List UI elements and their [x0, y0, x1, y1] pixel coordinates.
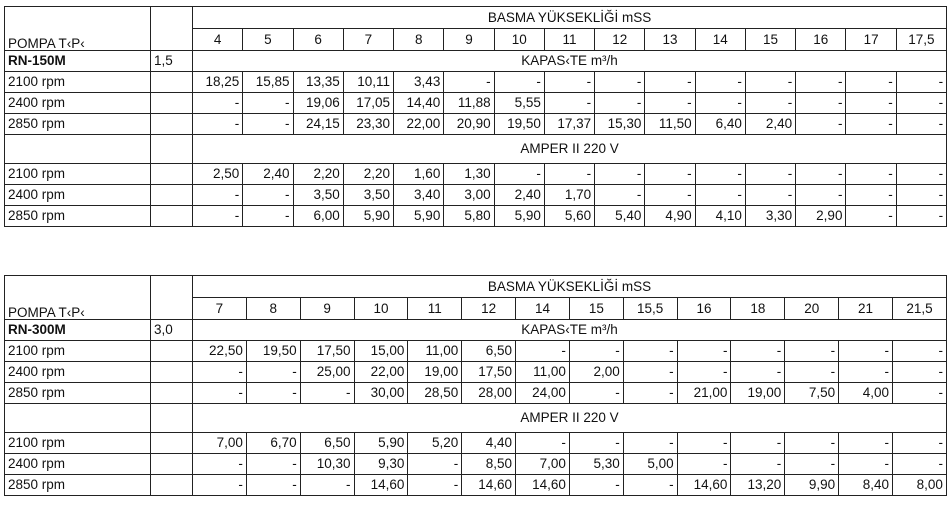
- amper-value: -: [846, 164, 896, 185]
- amper-value: -: [695, 164, 745, 185]
- power-header-cell: [151, 276, 193, 320]
- capacity-value: -: [846, 72, 896, 93]
- capacity-value: -: [796, 93, 846, 114]
- capacity-value: -: [645, 72, 695, 93]
- capacity-value: -: [246, 362, 300, 383]
- capacity-value: 23,30: [343, 114, 393, 135]
- amper-value: -: [846, 185, 896, 206]
- amper-value: -: [745, 185, 795, 206]
- head-value: 8: [246, 298, 300, 320]
- capacity-value: 17,50: [462, 362, 516, 383]
- capacity-value: -: [731, 362, 785, 383]
- amper-value: -: [846, 206, 896, 227]
- empty-cell: [151, 114, 193, 135]
- capacity-value: -: [246, 383, 300, 404]
- capacity-value: 19,50: [494, 114, 544, 135]
- capacity-value: 11,00: [516, 362, 570, 383]
- capacity-value: -: [516, 341, 570, 362]
- amper-value: 4,10: [695, 206, 745, 227]
- capacity-value: 22,00: [354, 362, 408, 383]
- capacity-value: 19,00: [408, 362, 462, 383]
- rpm-label: 2400 rpm: [5, 93, 151, 114]
- amper-value: -: [677, 454, 731, 475]
- amper-value: -: [896, 206, 946, 227]
- model-name: RN-300M: [5, 320, 151, 341]
- amper-value: 2,20: [343, 164, 393, 185]
- amper-value: 6,00: [293, 206, 343, 227]
- capacity-value: -: [300, 383, 354, 404]
- amper-value: -: [300, 475, 354, 496]
- amper-value: -: [494, 164, 544, 185]
- capacity-value: -: [623, 362, 677, 383]
- head-value: 17: [846, 29, 896, 51]
- capacity-value: -: [243, 114, 293, 135]
- capacity-value: 20,90: [444, 114, 494, 135]
- capacity-value: -: [785, 362, 839, 383]
- amper-value: -: [896, 185, 946, 206]
- rpm-label: 2400 rpm: [5, 185, 151, 206]
- amper-value: 2,40: [243, 164, 293, 185]
- amper-value: 3,00: [444, 185, 494, 206]
- amper-value: 8,00: [892, 475, 946, 496]
- amper-row: [5, 164, 947, 185]
- amper-value: 2,90: [796, 206, 846, 227]
- amper-row: [5, 433, 947, 454]
- amper-value: 5,90: [354, 433, 408, 454]
- amper-value: -: [677, 433, 731, 454]
- capacity-value: 28,50: [408, 383, 462, 404]
- amper-value: 14,60: [462, 475, 516, 496]
- capacity-value: 10,11: [343, 72, 393, 93]
- rpm-label: 2100 rpm: [5, 164, 151, 185]
- amper-value: 5,90: [343, 206, 393, 227]
- amper-value: 3,40: [394, 185, 444, 206]
- capacity-value: 19,06: [293, 93, 343, 114]
- head-value: 16: [677, 298, 731, 320]
- capacity-row: [5, 114, 947, 135]
- empty-cell: [151, 164, 193, 185]
- amper-value: -: [731, 433, 785, 454]
- amper-row: [5, 206, 947, 227]
- capacity-value: -: [444, 72, 494, 93]
- amper-row: [5, 185, 947, 206]
- amper-value: 2,40: [494, 185, 544, 206]
- capacity-value: 28,00: [462, 383, 516, 404]
- capacity-value: 7,50: [785, 383, 839, 404]
- amper-value: 6,50: [300, 433, 354, 454]
- amper-value: 4,40: [462, 433, 516, 454]
- amper-value: 5,00: [623, 454, 677, 475]
- amper-value: 1,70: [544, 185, 594, 206]
- capacity-value: -: [569, 383, 623, 404]
- capacity-value: -: [745, 93, 795, 114]
- empty-cell: [151, 72, 193, 93]
- rpm-label: 2850 rpm: [5, 475, 151, 496]
- pump-spec-table-rn150m: [4, 6, 947, 227]
- head-value: 5: [243, 29, 293, 51]
- capacity-value: 2,40: [745, 114, 795, 135]
- header-row: [5, 7, 947, 29]
- capacity-value: 19,50: [246, 341, 300, 362]
- pump-type-label: POMPA T‹P‹: [5, 7, 151, 51]
- amper-value: -: [516, 433, 570, 454]
- amper-value: -: [645, 164, 695, 185]
- motor-power: 1,5: [151, 51, 193, 72]
- capacity-value: 24,00: [516, 383, 570, 404]
- capacity-value: -: [623, 383, 677, 404]
- head-value: 17,5: [896, 29, 946, 51]
- capacity-value: -: [595, 93, 645, 114]
- capacity-value: 2,00: [569, 362, 623, 383]
- capacity-value: -: [193, 93, 243, 114]
- amper-value: 2,20: [293, 164, 343, 185]
- head-value: 21: [839, 298, 893, 320]
- capacity-value: 19,00: [731, 383, 785, 404]
- amper-value: -: [193, 475, 247, 496]
- amper-value: 2,50: [193, 164, 243, 185]
- amper-value: 14,60: [354, 475, 408, 496]
- capacity-value: -: [193, 114, 243, 135]
- capacity-value: 4,00: [839, 383, 893, 404]
- empty-cell: [151, 341, 193, 362]
- model-name: RN-150M: [5, 51, 151, 72]
- capacity-value: -: [677, 362, 731, 383]
- amper-value: 1,60: [394, 164, 444, 185]
- capacity-value: -: [892, 362, 946, 383]
- amper-value: 9,90: [785, 475, 839, 496]
- amper-value: -: [569, 433, 623, 454]
- rpm-label: 2400 rpm: [5, 454, 151, 475]
- capacity-value: 6,50: [462, 341, 516, 362]
- capacity-value: -: [892, 341, 946, 362]
- head-value: 9: [444, 29, 494, 51]
- empty-cell: [151, 433, 193, 454]
- amper-value: -: [796, 185, 846, 206]
- capacity-value: -: [846, 93, 896, 114]
- rpm-label: 2400 rpm: [5, 362, 151, 383]
- amper-value: -: [193, 206, 243, 227]
- capacity-value: -: [892, 383, 946, 404]
- capacity-value: -: [896, 114, 946, 135]
- capacity-value: -: [731, 341, 785, 362]
- empty-cell: [151, 362, 193, 383]
- head-value: 7: [193, 298, 247, 320]
- head-value: 15,5: [623, 298, 677, 320]
- amper-value: -: [408, 454, 462, 475]
- amper-value: -: [695, 185, 745, 206]
- head-value: 10: [494, 29, 544, 51]
- capacity-value: 30,00: [354, 383, 408, 404]
- amper-title: AMPER II 220 V: [193, 404, 947, 433]
- head-title: BASMA YÜKSEKLİĞİ mSS: [193, 7, 947, 29]
- capacity-value: 22,00: [394, 114, 444, 135]
- head-value: 16: [796, 29, 846, 51]
- amper-value: 1,30: [444, 164, 494, 185]
- amper-value: 3,50: [293, 185, 343, 206]
- amper-value: -: [595, 164, 645, 185]
- capacity-row: [5, 93, 947, 114]
- pump-type-label: POMPA T‹P‹: [5, 276, 151, 320]
- capacity-value: -: [623, 341, 677, 362]
- amper-value: -: [623, 475, 677, 496]
- pump-spec-table-rn300m: [4, 275, 947, 496]
- capacity-value: 13,35: [293, 72, 343, 93]
- amper-value: 3,30: [745, 206, 795, 227]
- empty-cell: [151, 206, 193, 227]
- amper-value: -: [569, 475, 623, 496]
- capacity-row: [5, 72, 947, 93]
- capacity-value: -: [193, 362, 247, 383]
- amper-value: -: [785, 433, 839, 454]
- empty-cell: [151, 404, 193, 433]
- empty-cell: [151, 135, 193, 164]
- empty-cell: [151, 93, 193, 114]
- capacity-value: -: [494, 72, 544, 93]
- power-header-cell: [151, 7, 193, 51]
- capacity-value: -: [785, 341, 839, 362]
- capacity-value: 18,25: [193, 72, 243, 93]
- amper-value: 5,80: [444, 206, 494, 227]
- head-value: 15: [745, 29, 795, 51]
- capacity-value: -: [796, 72, 846, 93]
- rpm-label: 2100 rpm: [5, 72, 151, 93]
- capacity-value: 15,85: [243, 72, 293, 93]
- capacity-value: -: [677, 341, 731, 362]
- amper-title: AMPER II 220 V: [193, 135, 947, 164]
- capacity-value: -: [846, 114, 896, 135]
- head-value: 10: [354, 298, 408, 320]
- rpm-label: 2850 rpm: [5, 114, 151, 135]
- amper-value: 4,90: [645, 206, 695, 227]
- amper-value: 3,50: [343, 185, 393, 206]
- capacity-value: -: [193, 383, 247, 404]
- capacity-value: 15,00: [354, 341, 408, 362]
- amper-value: 7,00: [193, 433, 247, 454]
- head-value: 11: [408, 298, 462, 320]
- amper-value: -: [193, 185, 243, 206]
- amper-value: -: [246, 454, 300, 475]
- amper-value: -: [544, 164, 594, 185]
- capacity-row: [5, 362, 947, 383]
- amper-value: 5,30: [569, 454, 623, 475]
- head-value: 21,5: [892, 298, 946, 320]
- amper-value: 10,30: [300, 454, 354, 475]
- rpm-label: 2100 rpm: [5, 433, 151, 454]
- capacity-value: 15,30: [595, 114, 645, 135]
- amper-value: -: [408, 475, 462, 496]
- empty-cell: [5, 404, 151, 433]
- motor-power: 3,0: [151, 320, 193, 341]
- capacity-value: 11,00: [408, 341, 462, 362]
- capacity-value: 11,50: [645, 114, 695, 135]
- empty-cell: [151, 383, 193, 404]
- capacity-value: -: [839, 362, 893, 383]
- head-value: 8: [394, 29, 444, 51]
- amper-row: [5, 454, 947, 475]
- model-row: [5, 51, 947, 72]
- capacity-value: -: [544, 72, 594, 93]
- amper-header-row: [5, 135, 947, 164]
- amper-row: [5, 475, 947, 496]
- head-title: BASMA YÜKSEKLİĞİ mSS: [193, 276, 947, 298]
- amper-value: -: [623, 433, 677, 454]
- capacity-value: -: [745, 72, 795, 93]
- amper-value: -: [193, 454, 247, 475]
- amper-value: 14,60: [677, 475, 731, 496]
- amper-value: -: [839, 433, 893, 454]
- amper-value: 8,40: [839, 475, 893, 496]
- amper-value: 5,20: [408, 433, 462, 454]
- capacity-value: 3,43: [394, 72, 444, 93]
- capacity-value: -: [695, 93, 745, 114]
- capacity-value: -: [645, 93, 695, 114]
- capacity-value: 17,50: [300, 341, 354, 362]
- amper-value: -: [785, 454, 839, 475]
- capacity-title: KAPAS‹TE m³/h: [193, 320, 947, 341]
- amper-value: 8,50: [462, 454, 516, 475]
- capacity-value: 6,40: [695, 114, 745, 135]
- capacity-value: 11,88: [444, 93, 494, 114]
- head-value: 14: [695, 29, 745, 51]
- amper-value: -: [892, 433, 946, 454]
- capacity-value: -: [544, 93, 594, 114]
- capacity-value: -: [796, 114, 846, 135]
- amper-value: -: [892, 454, 946, 475]
- head-value: 12: [462, 298, 516, 320]
- amper-value: -: [896, 164, 946, 185]
- capacity-row: [5, 383, 947, 404]
- amper-value: -: [645, 185, 695, 206]
- rpm-label: 2100 rpm: [5, 341, 151, 362]
- head-value: 18: [731, 298, 785, 320]
- amper-value: 14,60: [516, 475, 570, 496]
- amper-value: -: [243, 206, 293, 227]
- capacity-value: -: [695, 72, 745, 93]
- capacity-value: 21,00: [677, 383, 731, 404]
- head-value: 13: [645, 29, 695, 51]
- empty-cell: [151, 454, 193, 475]
- capacity-value: 14,40: [394, 93, 444, 114]
- capacity-value: 17,37: [544, 114, 594, 135]
- capacity-value: -: [243, 93, 293, 114]
- amper-value: 5,90: [494, 206, 544, 227]
- head-value: 9: [300, 298, 354, 320]
- capacity-value: -: [569, 341, 623, 362]
- amper-value: 7,00: [516, 454, 570, 475]
- amper-value: 5,60: [544, 206, 594, 227]
- head-value: 15: [569, 298, 623, 320]
- amper-value: -: [796, 164, 846, 185]
- capacity-value: -: [896, 72, 946, 93]
- capacity-value: 17,05: [343, 93, 393, 114]
- capacity-value: 24,15: [293, 114, 343, 135]
- capacity-title: KAPAS‹TE m³/h: [193, 51, 947, 72]
- amper-value: -: [595, 185, 645, 206]
- amper-value: 5,90: [394, 206, 444, 227]
- capacity-value: -: [896, 93, 946, 114]
- amper-value: -: [731, 454, 785, 475]
- amper-value: -: [246, 475, 300, 496]
- header-row: [5, 276, 947, 298]
- capacity-value: 22,50: [193, 341, 247, 362]
- amper-value: 9,30: [354, 454, 408, 475]
- head-value: 12: [595, 29, 645, 51]
- empty-cell: [5, 135, 151, 164]
- amper-value: 13,20: [731, 475, 785, 496]
- capacity-value: 5,55: [494, 93, 544, 114]
- amper-value: -: [243, 185, 293, 206]
- head-value: 14: [516, 298, 570, 320]
- head-value: 4: [193, 29, 243, 51]
- empty-cell: [151, 475, 193, 496]
- rpm-label: 2850 rpm: [5, 383, 151, 404]
- capacity-value: -: [839, 341, 893, 362]
- head-value: 6: [293, 29, 343, 51]
- empty-cell: [151, 185, 193, 206]
- rpm-label: 2850 rpm: [5, 206, 151, 227]
- amper-value: 6,70: [246, 433, 300, 454]
- amper-value: -: [745, 164, 795, 185]
- model-row: [5, 320, 947, 341]
- head-value: 20: [785, 298, 839, 320]
- amper-header-row: [5, 404, 947, 433]
- amper-value: -: [839, 454, 893, 475]
- head-value: 7: [343, 29, 393, 51]
- amper-value: 5,40: [595, 206, 645, 227]
- capacity-row: [5, 341, 947, 362]
- head-value: 11: [544, 29, 594, 51]
- capacity-value: 25,00: [300, 362, 354, 383]
- capacity-value: -: [595, 72, 645, 93]
